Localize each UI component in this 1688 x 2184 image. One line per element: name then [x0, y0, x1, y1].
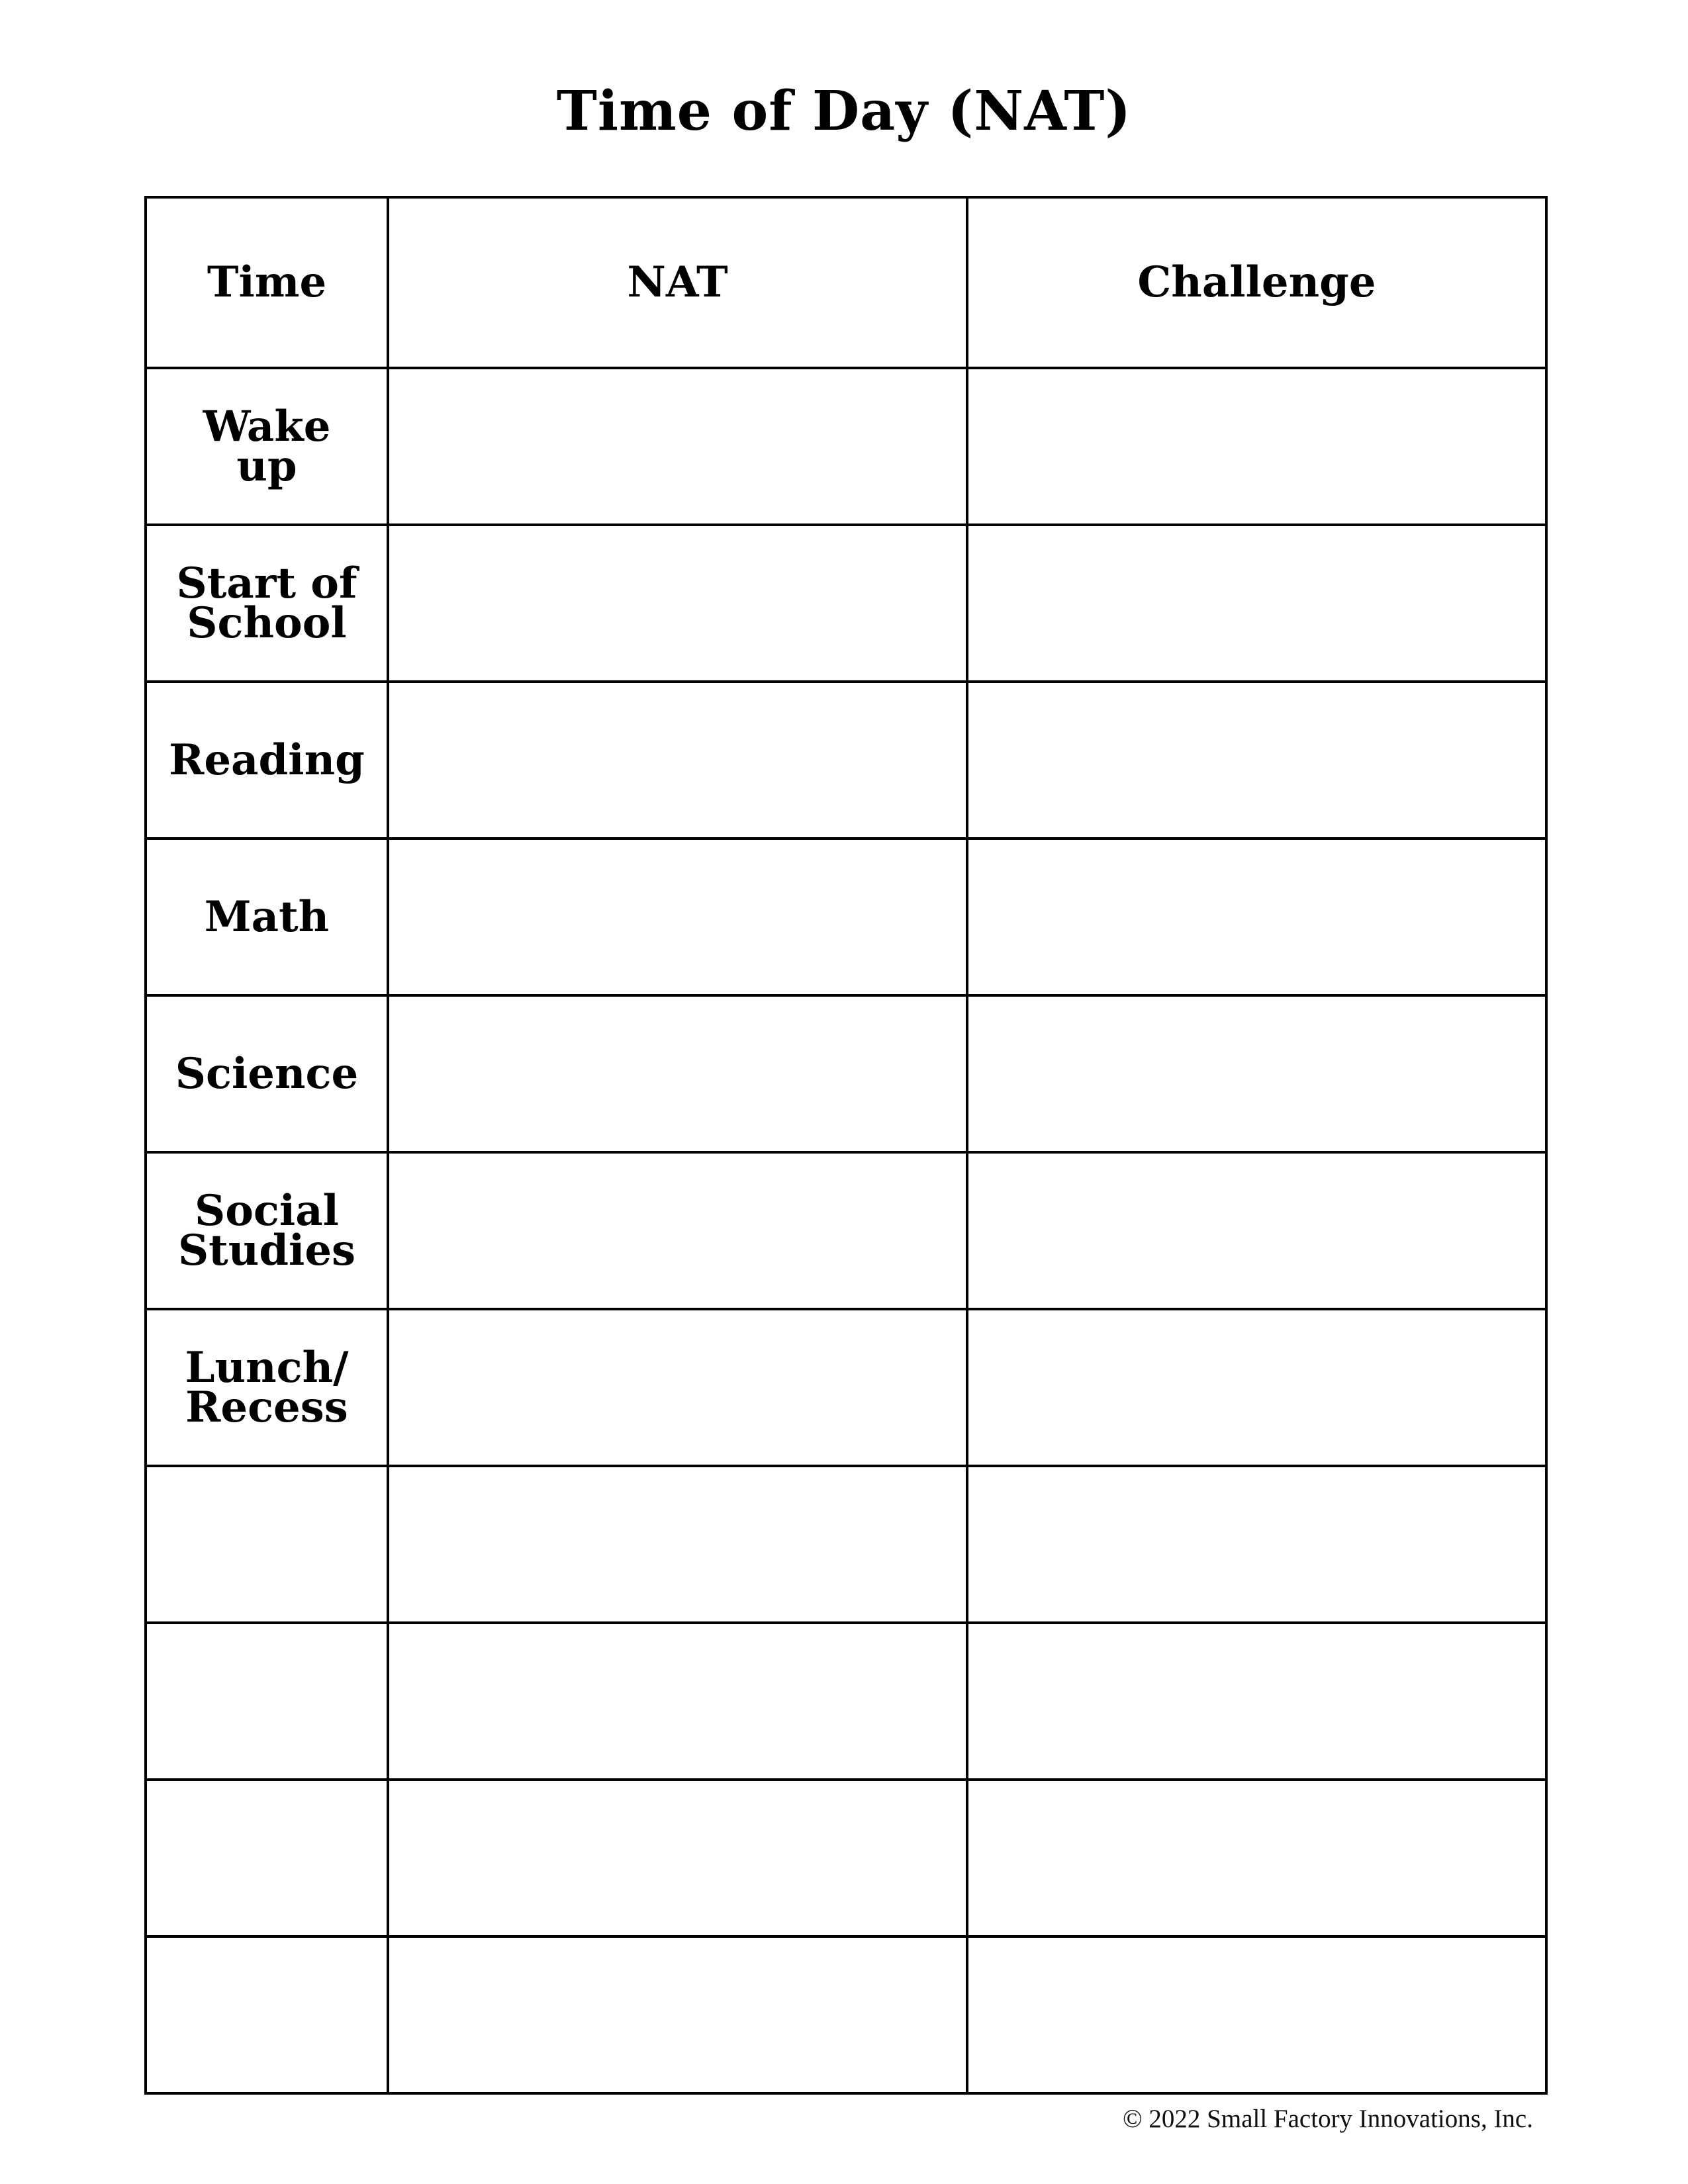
time-cell[interactable] — [146, 1936, 388, 2093]
challenge-cell[interactable] — [967, 1780, 1546, 1936]
table-row — [146, 1466, 1546, 1623]
time-label: Math — [204, 891, 330, 942]
challenge-cell[interactable] — [967, 368, 1546, 525]
time-label: Lunch/ Recess — [185, 1342, 349, 1432]
nat-cell[interactable] — [388, 1936, 967, 2093]
challenge-cell[interactable] — [967, 1936, 1546, 2093]
challenge-cell[interactable] — [967, 525, 1546, 682]
time-label: Social Studies — [177, 1185, 356, 1275]
nat-cell[interactable] — [388, 1152, 967, 1309]
time-cell — [146, 1152, 388, 1309]
time-cell — [146, 368, 388, 525]
nat-cell[interactable] — [388, 525, 967, 682]
time-cell — [146, 995, 388, 1152]
time-label: Science — [175, 1048, 359, 1099]
time-cell[interactable] — [146, 1466, 388, 1623]
challenge-cell[interactable] — [967, 1152, 1546, 1309]
nat-cell[interactable] — [388, 1309, 967, 1466]
page-title: Time of Day (NAT) — [556, 79, 1132, 143]
time-cell[interactable] — [146, 1623, 388, 1780]
table-row — [146, 525, 1546, 682]
table-row — [146, 1309, 1546, 1466]
nat-cell[interactable] — [388, 995, 967, 1152]
nat-cell[interactable] — [388, 1780, 967, 1936]
challenge-cell[interactable] — [967, 1466, 1546, 1623]
time-label: Wake up — [203, 401, 331, 491]
time-of-day-table — [144, 196, 1548, 2095]
challenge-cell[interactable] — [967, 1309, 1546, 1466]
table-row — [146, 1936, 1546, 2093]
table-row — [146, 1780, 1546, 1936]
time-cell — [146, 525, 388, 682]
time-cell — [146, 1309, 388, 1466]
table-row — [146, 995, 1546, 1152]
nat-cell[interactable] — [388, 839, 967, 995]
table-row — [146, 682, 1546, 839]
challenge-cell[interactable] — [967, 839, 1546, 995]
table-row — [146, 839, 1546, 995]
time-cell — [146, 839, 388, 995]
time-cell[interactable] — [146, 1780, 388, 1936]
time-label: Start of School — [176, 558, 357, 648]
nat-cell[interactable] — [388, 1466, 967, 1623]
time-label: Reading — [169, 735, 365, 785]
time-cell — [146, 682, 388, 839]
table-row — [146, 1152, 1546, 1309]
header-nat: NAT — [388, 197, 967, 368]
header-challenge: Challenge — [967, 197, 1546, 368]
challenge-cell[interactable] — [967, 1623, 1546, 1780]
table-header-row — [146, 197, 1546, 368]
header-time: Time — [146, 197, 388, 368]
nat-cell[interactable] — [388, 368, 967, 525]
challenge-cell[interactable] — [967, 995, 1546, 1152]
table-row — [146, 1623, 1546, 1780]
table-row — [146, 368, 1546, 525]
nat-cell[interactable] — [388, 1623, 967, 1780]
copyright-notice: © 2022 Small Factory Innovations, Inc. — [1123, 2105, 1533, 2133]
nat-cell[interactable] — [388, 682, 967, 839]
challenge-cell[interactable] — [967, 682, 1546, 839]
